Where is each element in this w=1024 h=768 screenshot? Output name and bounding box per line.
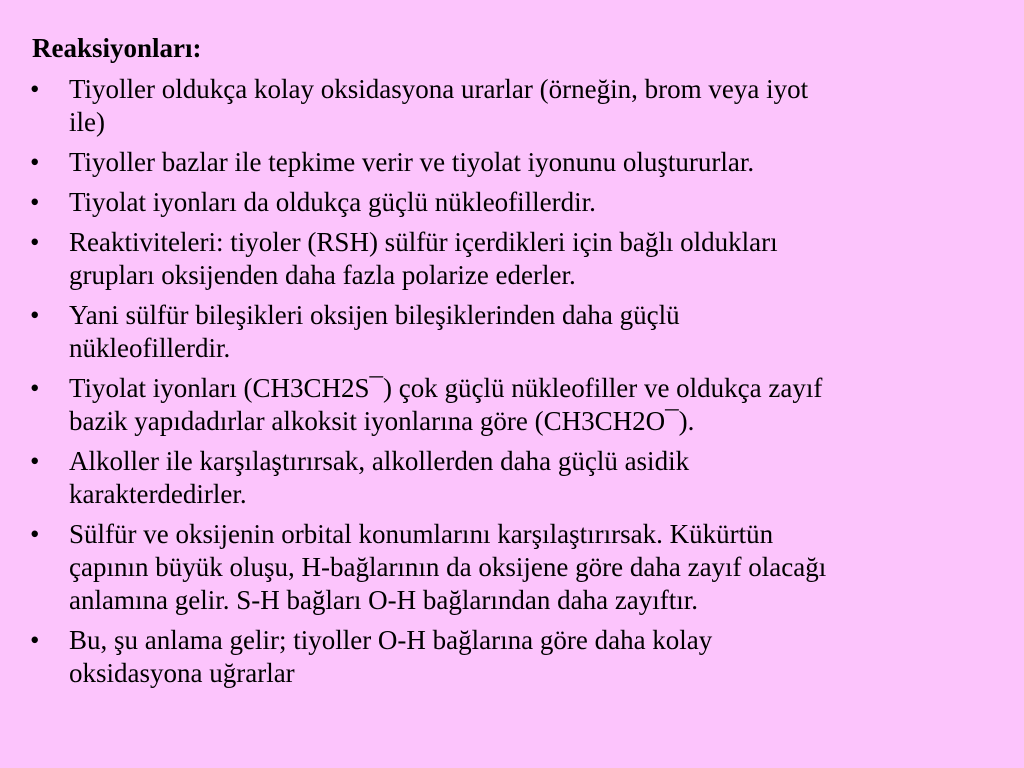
bullet-item bbox=[0, 372, 1024, 438]
bullet-line: Tiyolat iyonları (CH3CH2S¯) çok güçlü nükleofiller ve oldukça zayıf bbox=[69, 373, 823, 403]
bullet-line: Tiyolat iyonları da oldukça güçlü nükleofillerdir. bbox=[69, 187, 596, 217]
bullet-marker: • bbox=[30, 519, 40, 549]
bullet-line: grupları oksijenden daha fazla polarize ederler. bbox=[69, 260, 576, 290]
slide-heading: Reaksiyonları: bbox=[32, 33, 202, 63]
bullet-line: Tiyoller bazlar ile tepkime verir ve tiyolat iyonunu oluştururlar. bbox=[69, 147, 755, 177]
bullet-marker: • bbox=[30, 74, 40, 104]
bullet-list bbox=[0, 73, 1024, 697]
bullet-item bbox=[0, 73, 1024, 139]
bullet-item bbox=[0, 146, 1024, 179]
bullet-marker: • bbox=[30, 187, 40, 217]
bullet-line: Tiyoller oldukça kolay oksidasyona urarlar (örneğin, brom veya iyot bbox=[69, 74, 809, 104]
bullet-item bbox=[0, 226, 1024, 292]
bullet-line: ile) bbox=[69, 107, 105, 137]
bullet-line: Alkoller ile karşılaştırırsak, alkollerden daha güçlü asidik bbox=[69, 446, 690, 476]
bullet-line: anlamına gelir. S-H bağları O-H bağlarından daha zayıftır. bbox=[69, 585, 699, 615]
bullet-line: nükleofillerdir. bbox=[69, 333, 231, 363]
bullet-line: çapının büyük oluşu, H-bağlarının da oksijene göre daha zayıf olacağı bbox=[69, 552, 827, 582]
bullet-item bbox=[0, 186, 1024, 219]
bullet-line: karakterdedirler. bbox=[69, 479, 247, 509]
bullet-line: oksidasyona uğrarlar bbox=[69, 658, 295, 688]
bullet-marker: • bbox=[30, 227, 40, 257]
bullet-marker: • bbox=[30, 446, 40, 476]
bullet-marker: • bbox=[30, 373, 40, 403]
bullet-line: Sülfür ve oksijenin orbital konumlarını karşılaştırırsak. Kükürtün bbox=[69, 519, 774, 549]
bullet-line: Reaktiviteleri: tiyoler (RSH) sülfür içerdikleri için bağlı oldukları bbox=[69, 227, 778, 257]
bullet-marker: • bbox=[30, 300, 40, 330]
bullet-line: Yani sülfür bileşikleri oksijen bileşiklerinden daha güçlü bbox=[69, 300, 680, 330]
bullet-item bbox=[0, 445, 1024, 511]
bullet-line: Bu, şu anlama gelir; tiyoller O-H bağlarına göre daha kolay bbox=[69, 625, 713, 655]
bullet-marker: • bbox=[30, 147, 40, 177]
bullet-line: bazik yapıdadırlar alkoksit iyonlarına göre (CH3CH2O¯). bbox=[69, 406, 695, 436]
bullet-item bbox=[0, 518, 1024, 617]
bullet-marker: • bbox=[30, 625, 40, 655]
bullet-item bbox=[0, 299, 1024, 365]
bullet-item bbox=[0, 624, 1024, 690]
